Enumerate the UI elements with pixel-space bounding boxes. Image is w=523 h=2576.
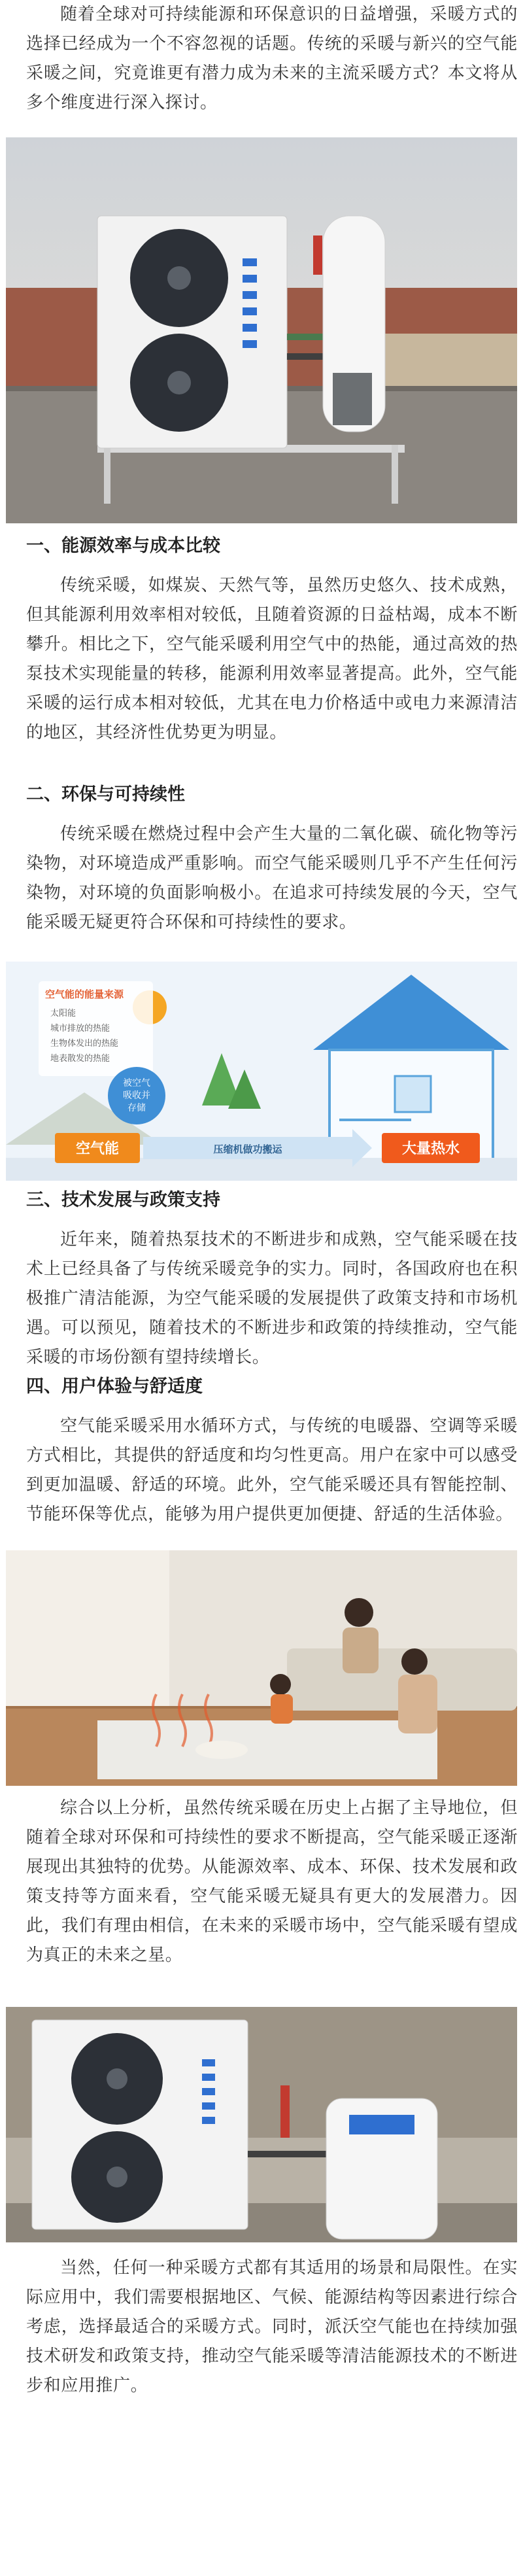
source-item: 生物体发出的热能 xyxy=(50,1039,119,1049)
cat xyxy=(195,1741,248,1759)
bubble-line: 吸收并 xyxy=(123,1090,150,1101)
family-living-room-photo xyxy=(6,1550,517,1786)
section-3-body: 近年来，随着热泵技术的不断进步和成熟，空气能采暖在技术上已经具备了与传统采暖竞争的实力。同时，各国政府也在积极推广清洁能源，为空气能采暖的发展提供了政策支持和市场机遇。可以预见，随着技术的不断进步和政策的持续推动，空气能采暖的市场份额有望持续增长。 xyxy=(26,1230,518,1367)
air-energy-diagram xyxy=(6,962,517,1181)
arrow-label: 压缩机做功搬运 xyxy=(213,1143,282,1155)
bubble-line: 被空气 xyxy=(123,1078,150,1088)
section-4-body: 空气能采暖采用水循环方式，与传统的电暖器、空调等采暖方式相比，其提供的舒适度和均匀性更高。用户在家中可以感受到更加温暖、舒适的环境。此外，空气能采暖还具有智能控制、节能环保等优点，能够为用户提供更加便捷、舒适的生活体验。 xyxy=(26,1416,518,1524)
bubble-line: 存储 xyxy=(127,1103,146,1113)
source-item: 太阳能 xyxy=(50,1009,76,1018)
section-2-heading: 二、环保与可持续性 xyxy=(26,784,185,805)
heat-pump-rooftop-photo xyxy=(6,137,517,523)
source-item: 城市排放的热能 xyxy=(50,1024,110,1034)
sources-title: 空气能的能量来源 xyxy=(45,988,124,1000)
hot-water-label: 大量热水 xyxy=(401,1141,460,1157)
section-4-heading: 四、用户体验与舒适度 xyxy=(26,1376,203,1397)
source-item: 地表散发的热能 xyxy=(50,1054,110,1064)
intro-paragraph: 随着全球对可持续能源和环保意识的日益增强，采暖方式的选择已经成为一个不容忽视的话题。传统的采暖与新兴的空气能采暖之间，究竟谁更有潜力成为未来的主流采暖方式？本文将从多个维度进行深入探讨。 xyxy=(26,5,518,113)
air-energy-label: 空气能 xyxy=(75,1141,120,1157)
section-3-heading: 三、技术发展与政策支持 xyxy=(26,1190,220,1210)
heat-pump-unit-photo xyxy=(6,2007,517,2242)
closing-paragraph: 当然，任何一种采暖方式都有其适用的场景和局限性。在实际应用中，我们需要根据地区、气候、能源结构等因素进行综合考虑，选择最适合的采暖方式。同时，派沃空气能也在持续加强技术研发和政策支持，推动空气能采暖等清洁能源技术的不断进步和应用推广。 xyxy=(26,2258,518,2395)
summary-paragraph: 综合以上分析，虽然传统采暖在历史上占据了主导地位，但随着全球对环保和可持续性的要求不断提高，空气能采暖正逐渐展现出其独特的优势。从能源效率、成本、环保、技术发展和政策支持等方面来看，空气能采暖无疑具有更大的发展潜力。因此，我们有理由相信，在未来的采暖市场中，空气能采暖有望成为真正的未来之星。 xyxy=(26,1798,518,1965)
section-1-body: 传统采暖，如煤炭、天然气等，虽然历史悠久、技术成熟，但其能源利用效率相对较低，且随着资源的日益枯竭，成本不断攀升。相比之下，空气能采暖利用空气中的热能，通过高效的热泵技术实现能量的转移，能源利用效率显著提高。此外，空气能采暖的运行成本相对较低，尤其在电力价格适中或电力来源清洁的地区，其经济性优势更为明显。 xyxy=(26,576,518,742)
section-2-body: 传统采暖在燃烧过程中会产生大量的二氧化碳、硫化物等污染物，对环境造成严重影响。而空气能采暖则几乎不产生任何污染物，对环境的负面影响极小。在追求可持续发展的今天，空气能采暖无疑更符合环保和可持续性的要求。 xyxy=(26,824,518,932)
section-1-heading: 一、能源效率与成本比较 xyxy=(26,536,220,556)
